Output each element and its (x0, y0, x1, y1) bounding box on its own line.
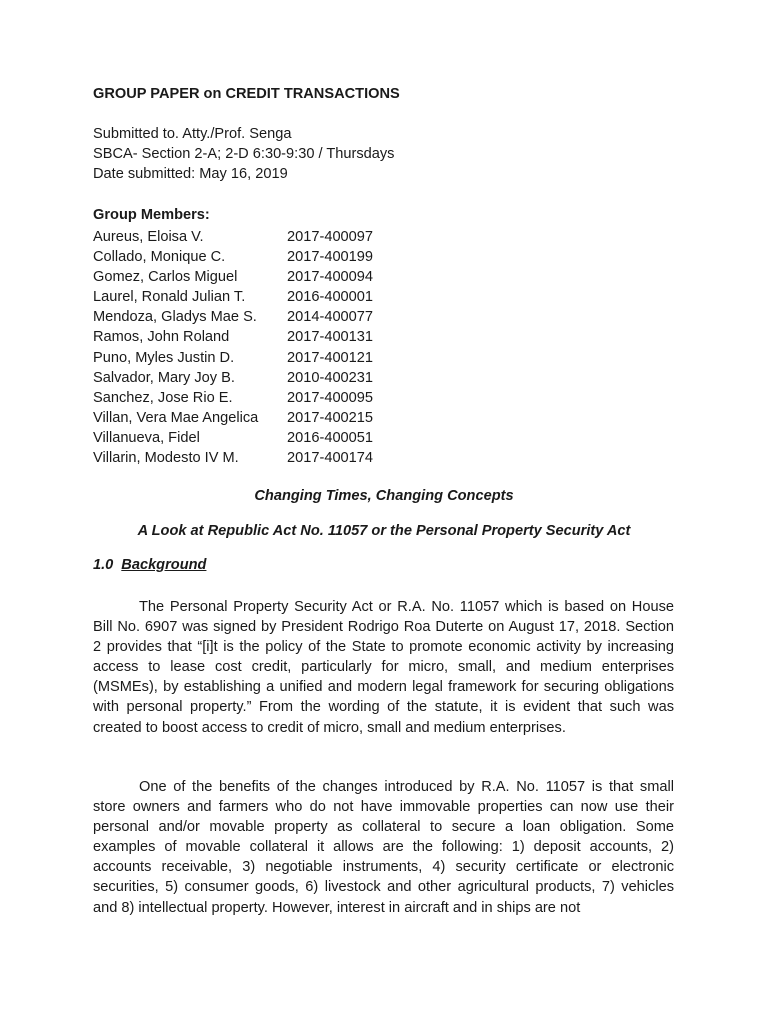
member-name: Laurel, Ronald Julian T. (93, 289, 246, 306)
background-paragraph-2: One of the benefits of the changes introduced by R.A. No. 11057 is that small store owners and farmers who do not have immovable properties can now use their personal and/or movable property as collateral to secure a loan obligation. Some examples of movable collateral it allows are the following: 1) deposit accounts, 2) accounts receivable, 3) negotiable instruments, 4) security certificate or electronic securities, 5) consumer goods, 6) livestock and other agricultural products, 7) vehicles and 8) intellectual property. However, interest in aircraft and in ships are not (93, 779, 674, 916)
member-id: 2017-400131 (287, 329, 374, 346)
member-name: Mendoza, Gladys Mae S. (93, 309, 257, 326)
member-id: 2016-400001 (287, 289, 374, 306)
member-row (93, 247, 493, 267)
member-id: 2017-400174 (287, 450, 374, 467)
member-name: Sanchez, Jose Rio E. (93, 389, 233, 406)
member-row (93, 408, 493, 428)
member-id: 2017-400097 (287, 229, 374, 245)
member-id: 2017-400215 (287, 409, 374, 426)
document-title: GROUP PAPER on CREDIT TRANSACTIONS (93, 86, 400, 102)
member-row (93, 448, 493, 468)
member-name: Villan, Vera Mae Angelica (93, 409, 259, 426)
class-section: SBCA- Section 2-A; 2-D 6:30-9:30 / Thursdays (93, 146, 395, 162)
member-name: Gomez, Carlos Miguel (93, 269, 238, 286)
section-title: Background (121, 557, 207, 573)
member-row (93, 348, 493, 368)
member-name: Villanueva, Fidel (93, 429, 200, 446)
background-paragraph-1: The Personal Property Security Act or R.A. No. 11057 which is based on House Bill No. 6907 was signed by President Rodrigo Roa Duterte on August 17, 2018. Section 2 provides that “[i]t is the policy of the State to promote economic activity by increasing access to lease cost credit, particularly for micro, small, and medium enterprises (MSMEs), by establishing a unified and modern legal framework for securing obligations with personal property.” From the wording of the statute, it is evident that such was created to boost access to credit of micro, small and medium enterprises. (93, 599, 674, 736)
member-row (93, 227, 493, 247)
member-id: 2016-400051 (287, 429, 374, 446)
member-id: 2010-400231 (287, 369, 374, 386)
member-id: 2017-400095 (287, 389, 374, 406)
member-name: Villarin, Modesto IV M. (93, 450, 239, 467)
date-submitted: Date submitted: May 16, 2019 (93, 166, 288, 182)
member-row (93, 267, 493, 287)
member-row (93, 388, 493, 408)
subtitle-republic-act: A Look at Republic Act No. 11057 or the Personal Property Security Act (137, 523, 631, 539)
member-name: Salvador, Mary Joy B. (93, 369, 235, 386)
member-name: Puno, Myles Justin D. (93, 349, 235, 366)
member-name: Collado, Monique C. (93, 249, 226, 266)
member-row (93, 327, 493, 347)
member-id: 2017-400094 (287, 269, 374, 286)
group-members-list (93, 227, 493, 468)
member-id: 2014-400077 (287, 309, 374, 326)
section-number: 1.0 (93, 557, 114, 573)
member-name: Ramos, John Roland (93, 329, 230, 346)
submitted-to: Submitted to. Atty./Prof. Senga (93, 126, 292, 142)
group-members-heading: Group Members: (93, 207, 210, 223)
member-row (93, 287, 493, 307)
member-id: 2017-400199 (287, 249, 374, 266)
member-row (93, 428, 493, 448)
section-heading-background (93, 557, 206, 573)
member-row (93, 307, 493, 327)
subtitle-changing-times: Changing Times, Changing Concepts (254, 488, 514, 504)
member-id: 2017-400121 (287, 349, 374, 366)
member-name: Aureus, Eloisa V. (93, 229, 204, 245)
member-row (93, 368, 493, 388)
